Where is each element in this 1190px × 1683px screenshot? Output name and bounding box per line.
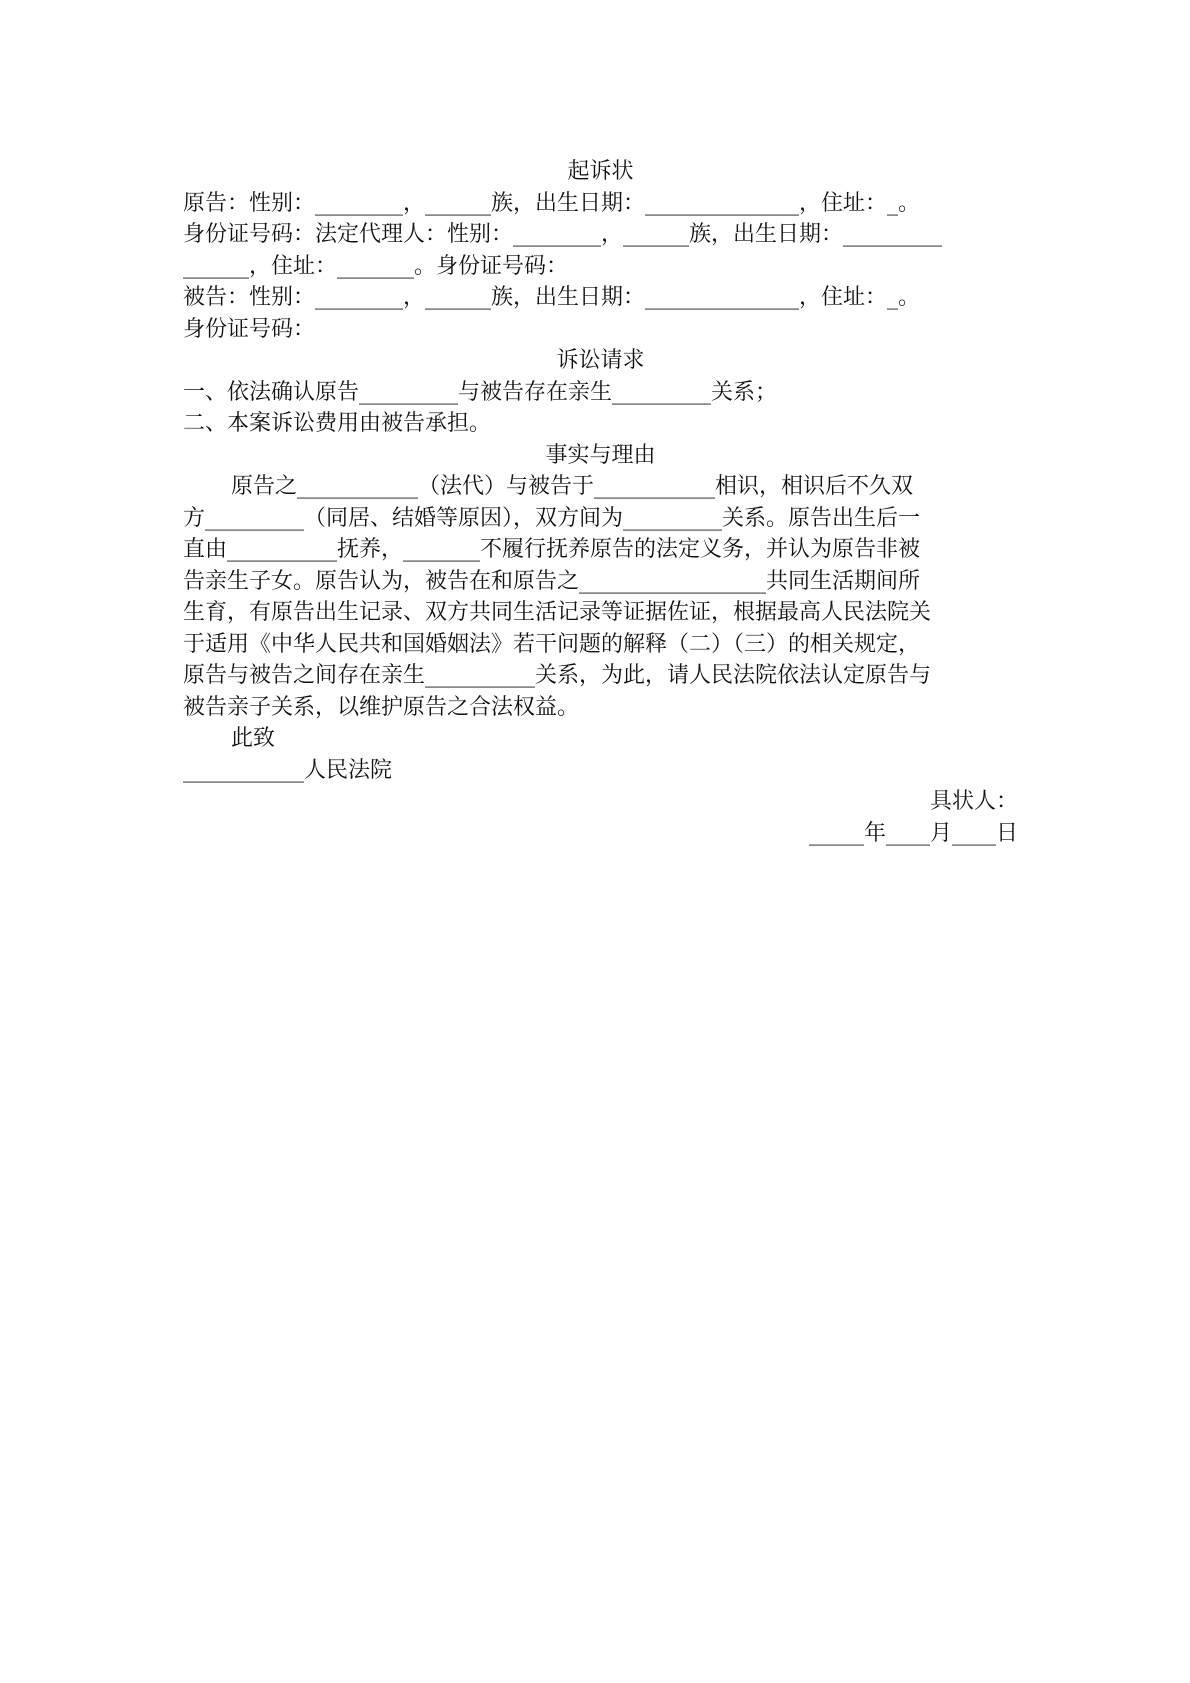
facts-line: 被告亲子关系，以维护原告之合法权益。 xyxy=(183,694,580,720)
claim-item: 一、依法确认原告_________与被告存在亲生_________关系； xyxy=(183,379,778,405)
signature-date: _____年____月____日 xyxy=(808,820,1018,846)
salutation: 此致 xyxy=(231,726,276,751)
facts-line: 于适用《中华人民共和国婚姻法》若干问题的解释（二）（三）的相关规定， xyxy=(183,631,921,657)
party-line: 身份证号码：法定代理人：性别：________，______族，出生日期：_________ xyxy=(183,222,943,247)
facts-heading: 事实与理由 xyxy=(545,442,656,468)
party-line: 原告：性别：________，______族，出生日期：______________，住址：_。 xyxy=(183,190,921,216)
court-name: ___________人民法院 xyxy=(183,757,393,783)
party-line: ______，住址：_______。身份证号码： xyxy=(183,253,569,279)
claim-item: 二、本案诉讼费用由被告承担。 xyxy=(183,411,492,436)
signer-label: 具状人： xyxy=(929,789,1018,814)
facts-line: 生育，有原告出生记录、双方共同生活记录等证据佐证，根据最高人民法院关 xyxy=(183,600,932,625)
facts-line: 方_________（同居、结婚等原因），双方间为_________关系。原告出生后一 xyxy=(183,505,921,531)
complaint-document xyxy=(183,156,1018,849)
facts-line: 直由__________抚养，_______不履行抚养原告的法定义务，并认为原告非被 xyxy=(183,537,921,562)
facts-line: 告亲生子女。原告认为，被告在和原告之_________________共同生活期间所 xyxy=(183,568,921,594)
claims-section xyxy=(183,377,1018,440)
party-line: 身份证号码： xyxy=(183,316,316,342)
facts-section xyxy=(183,471,1018,723)
parties-section xyxy=(183,188,1018,346)
document-title: 起诉状 xyxy=(567,159,634,184)
party-line: 被告：性别：________，______族，出生日期：______________，住址：_。 xyxy=(183,285,921,310)
facts-line: 原告与被告之间存在亲生__________关系，为此，请人民法院依法认定原告与 xyxy=(183,663,932,688)
facts-line: 原告之___________（法代）与被告于___________相识，相识后不久双 xyxy=(231,474,914,499)
claims-heading: 诉讼请求 xyxy=(556,348,645,373)
